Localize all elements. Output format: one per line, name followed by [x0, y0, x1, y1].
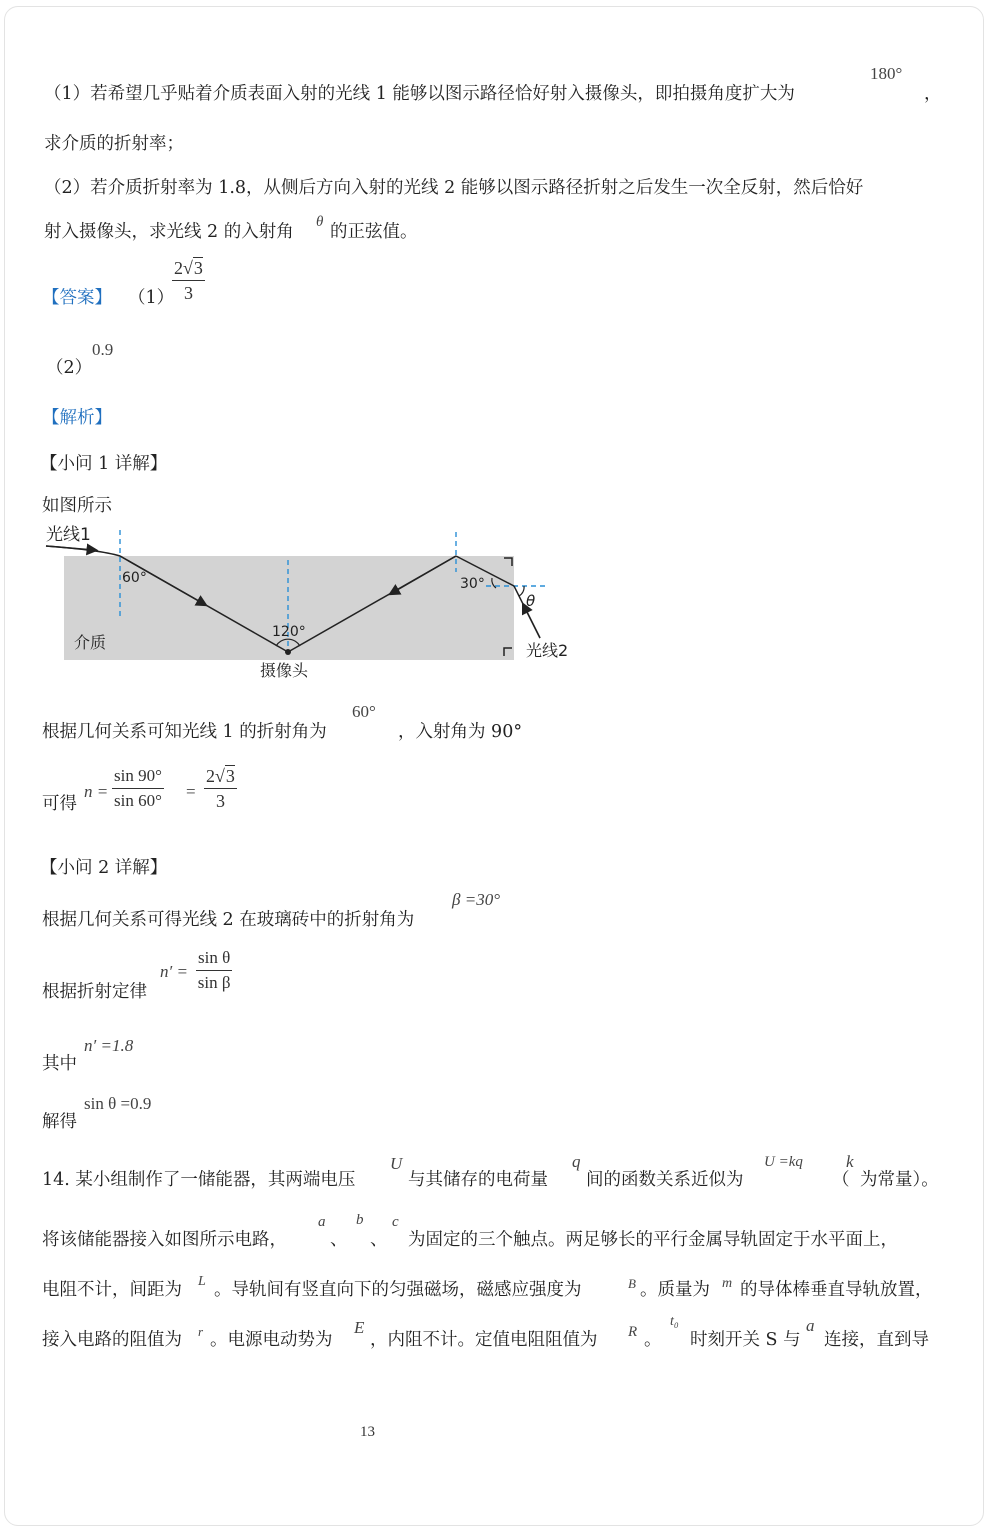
analysis-line3-beta: β =30°	[452, 890, 500, 909]
analysis-line2-result-coef: 2	[206, 766, 215, 786]
q14-line1-paren: （	[832, 1170, 850, 1190]
analysis-sub1-title: 【小问 1 详解】	[40, 454, 168, 474]
q14-line4-r: r	[198, 1324, 204, 1339]
q13-part1-angle: 180°	[870, 64, 903, 83]
q14-line3-text-2: 。导轨间有竖直向下的匀强磁场，磁感应强度为	[214, 1280, 582, 1300]
analysis-line4-n: n′ =	[160, 962, 188, 981]
q14-line1-k: k	[846, 1152, 854, 1171]
page-number: 13	[360, 1424, 375, 1440]
analysis-tag: 【解析】	[42, 408, 112, 428]
q14-line3-text-3: 。质量为	[640, 1280, 710, 1300]
angle-arc-theta	[519, 586, 524, 596]
q14-line2-sep2: 、	[370, 1230, 388, 1250]
q14-line1-q: q	[572, 1152, 581, 1171]
analysis-line5-text: 其中	[42, 1054, 77, 1074]
q14-line4-period: 。	[644, 1330, 662, 1350]
q14-line1-text-2: 与其储存的电荷量	[408, 1170, 548, 1190]
analysis-line2-equals: =	[186, 782, 196, 801]
q14-line2-sep1: 、	[330, 1230, 348, 1250]
theta-label: θ	[526, 592, 536, 610]
answer-part1-fraction: 2√3 3	[174, 258, 203, 303]
q13-part2-text-3: 的正弦值。	[330, 222, 418, 242]
analysis-sub2-title: 【小问 2 详解】	[40, 858, 168, 878]
analysis-line2-fraction	[112, 764, 164, 813]
q14-contact-b: b	[356, 1212, 364, 1228]
analysis-line5-value: n′ =1.8	[84, 1036, 134, 1055]
analysis-as-shown: 如图所示	[42, 496, 112, 516]
analysis-line4-numerator: sin θ	[198, 948, 231, 967]
ray2-incident-arrow	[524, 606, 540, 638]
answer-part1-label: （1）	[128, 288, 175, 308]
q13-part1-comma: ，	[924, 84, 942, 104]
q13-part2-theta: θ	[316, 214, 324, 230]
analysis-line4-text: 根据折射定律	[42, 982, 147, 1002]
angle-30-label: 30°	[460, 576, 485, 592]
medium-label: 介质	[74, 633, 107, 652]
q14-line3-text: 电阻不计，间距为	[42, 1280, 182, 1300]
answer-part2-label: （2）	[46, 358, 93, 378]
ray1-arrow	[46, 546, 94, 550]
q13-part2-text: （2）若介质折射率为 1.8，从侧后方向入射的光线 2 能够以图示路径折射之后发生一次全反射，然后恰好	[44, 178, 864, 198]
answer-part1-coef: 2	[174, 258, 183, 278]
q14-line1-text-3: 间的函数关系近似为	[586, 1170, 744, 1190]
analysis-line2-result: 2√3 3	[206, 766, 235, 811]
q14-line3-m: m	[722, 1276, 733, 1291]
q14-line4-t0: t₀	[670, 1314, 679, 1329]
camera-dot	[285, 649, 291, 655]
q13-part2-text-2: 射入摄像头，求光线 2 的入射角	[44, 222, 294, 242]
q14-line1-text-4: 为常量）。	[860, 1170, 939, 1190]
analysis-line2-text: 可得	[42, 794, 77, 814]
camera-label: 摄像头	[260, 661, 309, 680]
analysis-line3-text: 根据几何关系可得光线 2 在玻璃砖中的折射角为	[42, 910, 415, 930]
analysis-line4-denominator: sin β	[197, 973, 231, 992]
angle-120-label: 120°	[272, 624, 306, 640]
q14-line4-E: E	[354, 1318, 365, 1337]
ray2-label: 光线2	[526, 641, 569, 660]
q14-contact-c: c	[392, 1214, 399, 1230]
answer-part1-radicand: 3	[193, 258, 203, 278]
q14-line1-U: U	[390, 1154, 403, 1173]
analysis-line1-text-2: ，入射角为 90°	[398, 722, 523, 742]
q13-part1-text-2: 求介质的折射率；	[44, 134, 184, 154]
q14-line4-a: a	[806, 1316, 815, 1335]
ray1-label: 光线1	[46, 525, 91, 545]
q14-line4-text: 接入电路的阻值为	[42, 1330, 182, 1350]
q14-line2-text-2: 为固定的三个触点。两足够长的平行金属导轨固定于水平面上，	[408, 1230, 898, 1250]
analysis-line1-text: 根据几何关系可知光线 1 的折射角为	[42, 722, 327, 742]
analysis-line6-value: sin θ =0.9	[84, 1094, 152, 1113]
analysis-line1-angle: 60°	[352, 702, 376, 721]
q14-line2-text: 将该储能器接入如图所示电路，	[42, 1230, 287, 1250]
q13-part1-text: （1）若希望几乎贴着介质表面入射的光线 1 能够以图示路径恰好射入摄像头，即拍摄角度扩大为	[44, 84, 795, 104]
q14-line4-R: R	[628, 1324, 638, 1340]
q14-line3-B: B	[628, 1276, 636, 1291]
analysis-line4-fraction	[196, 946, 232, 995]
q14-line4-text-5: 连接，直到导	[824, 1330, 929, 1350]
answer-tag: 【答案】	[42, 288, 112, 308]
analysis-line2-result-radicand: 3	[225, 766, 235, 786]
analysis-line6-text: 解得	[42, 1112, 77, 1132]
analysis-line2-result-den: 3	[215, 791, 225, 811]
analysis-line2-n: n =	[84, 782, 109, 801]
angle-60-label: 60°	[122, 570, 147, 586]
answer-part1-denominator: 3	[183, 283, 193, 303]
q14-line4-text-2: 。电源电动势为	[210, 1330, 333, 1350]
analysis-line2-denominator: sin 60°	[114, 791, 162, 810]
q14-line1-text: 14. 某小组制作了一储能器，其两端电压	[42, 1170, 356, 1190]
q14-contact-a: a	[318, 1214, 326, 1230]
q14-line4-text-4: 时刻开关 S 与	[690, 1330, 801, 1350]
answer-part2-value: 0.9	[92, 340, 114, 359]
q14-line3-L: L	[198, 1274, 206, 1289]
q14-line4-text-3: ，内阻不计。定值电阻阻值为	[370, 1330, 598, 1350]
q14-line3-text-4: 的导体棒垂直导轨放置，	[740, 1280, 933, 1300]
analysis-line2-numerator: sin 90°	[114, 766, 162, 785]
q14-line1-equation: U =kq	[764, 1154, 803, 1170]
refraction-diagram	[40, 520, 580, 690]
